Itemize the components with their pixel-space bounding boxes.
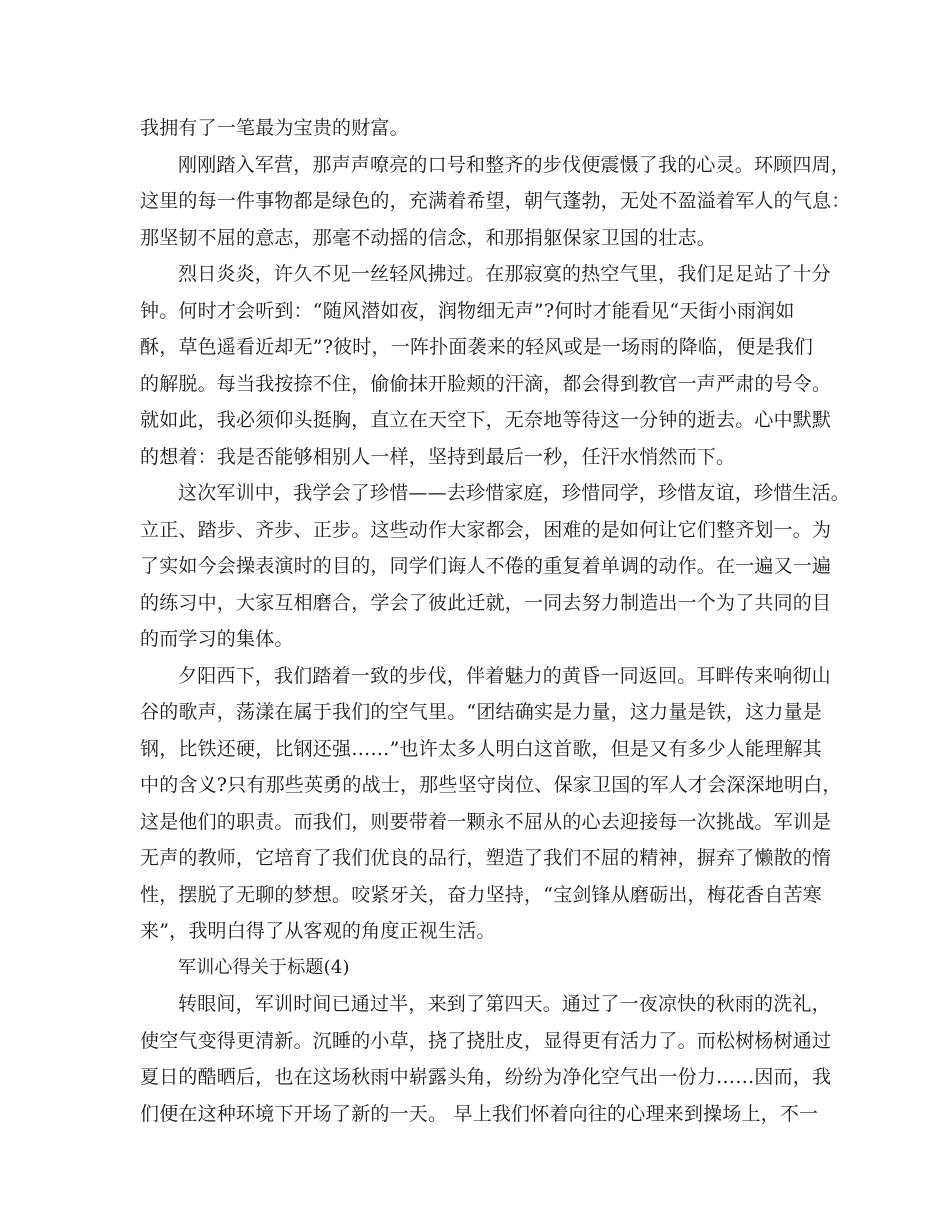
section-heading: 军训心得关于标题(4) [178,956,350,978]
text-line: 钢，比铁还硬，比钢还强……”也许太多人明白这首歌，但是又有多少人能理解其 [140,737,822,760]
text-line: 的想着：我是否能够相别人一样，坚持到最后一秒，任汗水悄然而下。 [140,445,736,468]
paragraph-start-line: 烈日炎炎，许久不见一丝轻风拂过。在那寂寞的热空气里，我们足足站了十分 [178,263,831,285]
text-line: 了实如今会操表演时的目的，同学们诲人不倦的重复着单调的动作。在一遍又一遍 [140,555,832,577]
text-line: 这是他们的职责。而我们，则要带着一颗永不屈从的心去迎接每一次挑战。军训是 [140,810,832,833]
text-line: 就如此，我必须仰头挺胸，直立在天空下，无奈地等待这一分钟的逝去。心中默默 [140,409,832,431]
text-line: 那坚韧不屈的意志，那毫不动摇的信念，和那捐躯保家卫国的壮志。 [140,226,717,249]
paragraph-start-line: 这次军训中，我学会了珍惜——去珍惜家庭，珍惜同学，珍惜友谊，珍惜生活。 [178,482,851,504]
text-line: 的练习中，大家互相磨合，学会了彼此迁就，一同去努力制造出一个为了共同的目 [140,591,832,614]
text-line: 的而学习的集体。 [140,628,294,650]
text-line: 来”，我明白得了从客观的角度正视生活。 [140,920,496,942]
text-line: 性，摆脱了无聊的梦想。咬紧牙关，奋力坚持，“宝剑锋从磨砺出，梅花香自苦寒 [140,883,822,906]
text-line: 的解脱。每当我按捺不住，偷偷抹开脸颊的汗滴，都会得到教官一声严肃的号令。 [140,372,832,395]
paragraph-start-line: 刚刚踏入军营，那声声嘹亮的口号和整齐的步伐便震慑了我的心灵。环顾四周， [178,153,851,176]
paragraph-start-line: 转眼间，军训时间已通过半，来到了第四天。通过了一夜凉快的秋雨的洗礼， [178,993,831,1015]
paragraph-start-line: 夕阳西下，我们踏着一致的步伐，伴着魅力的黄昏一同返回。耳畔传来响彻山 [178,664,831,687]
text-line: 钟。何时才会听到：“随风潜如夜，润物细无声”?何时才能看见“天街小雨润如 [140,299,795,322]
document-body [140,110,851,1132]
text-line: 们便在这种环境下开场了新的一天。 早上我们怀着向往的心理来到操场上，不一 [140,1102,819,1125]
text-line: 我拥有了一笔最为宝贵的财富。 [140,117,409,139]
text-line: 立正、踏步、齐步、正步。这些动作大家都会，困难的是如何让它们整齐划一。为 [140,518,832,541]
text-line: 无声的教师，它培育了我们优良的品行，塑造了我们不屈的精神，摒弃了懒散的惰 [140,847,832,869]
text-line: 中的含义?只有那些英勇的战士，那些坚守岗位、保家卫国的军人才会深深地明白， [140,774,842,796]
text-line: 使空气变得更清新。沉睡的小草，挠了挠肚皮，显得更有活力了。而松树杨树通过 [140,1029,832,1052]
text-line: 这里的每一件事物都是绿色的，充满着希望，朝气蓬勃，无处不盈溢着军人的气息： [140,190,851,212]
text-line: 酥，草色遥看近却无”?彼时，一阵扑面袭来的轻风或是一场雨的降临，便是我们 [140,336,814,358]
text-line: 谷的歌声，荡漾在属于我们的空气里。“团结确实是力量，这力量是铁，这力量是 [140,701,822,723]
text-line: 夏日的酷晒后，也在这场秋雨中崭露头角，纷纷为净化空气出一份力……因而，我 [140,1066,832,1088]
